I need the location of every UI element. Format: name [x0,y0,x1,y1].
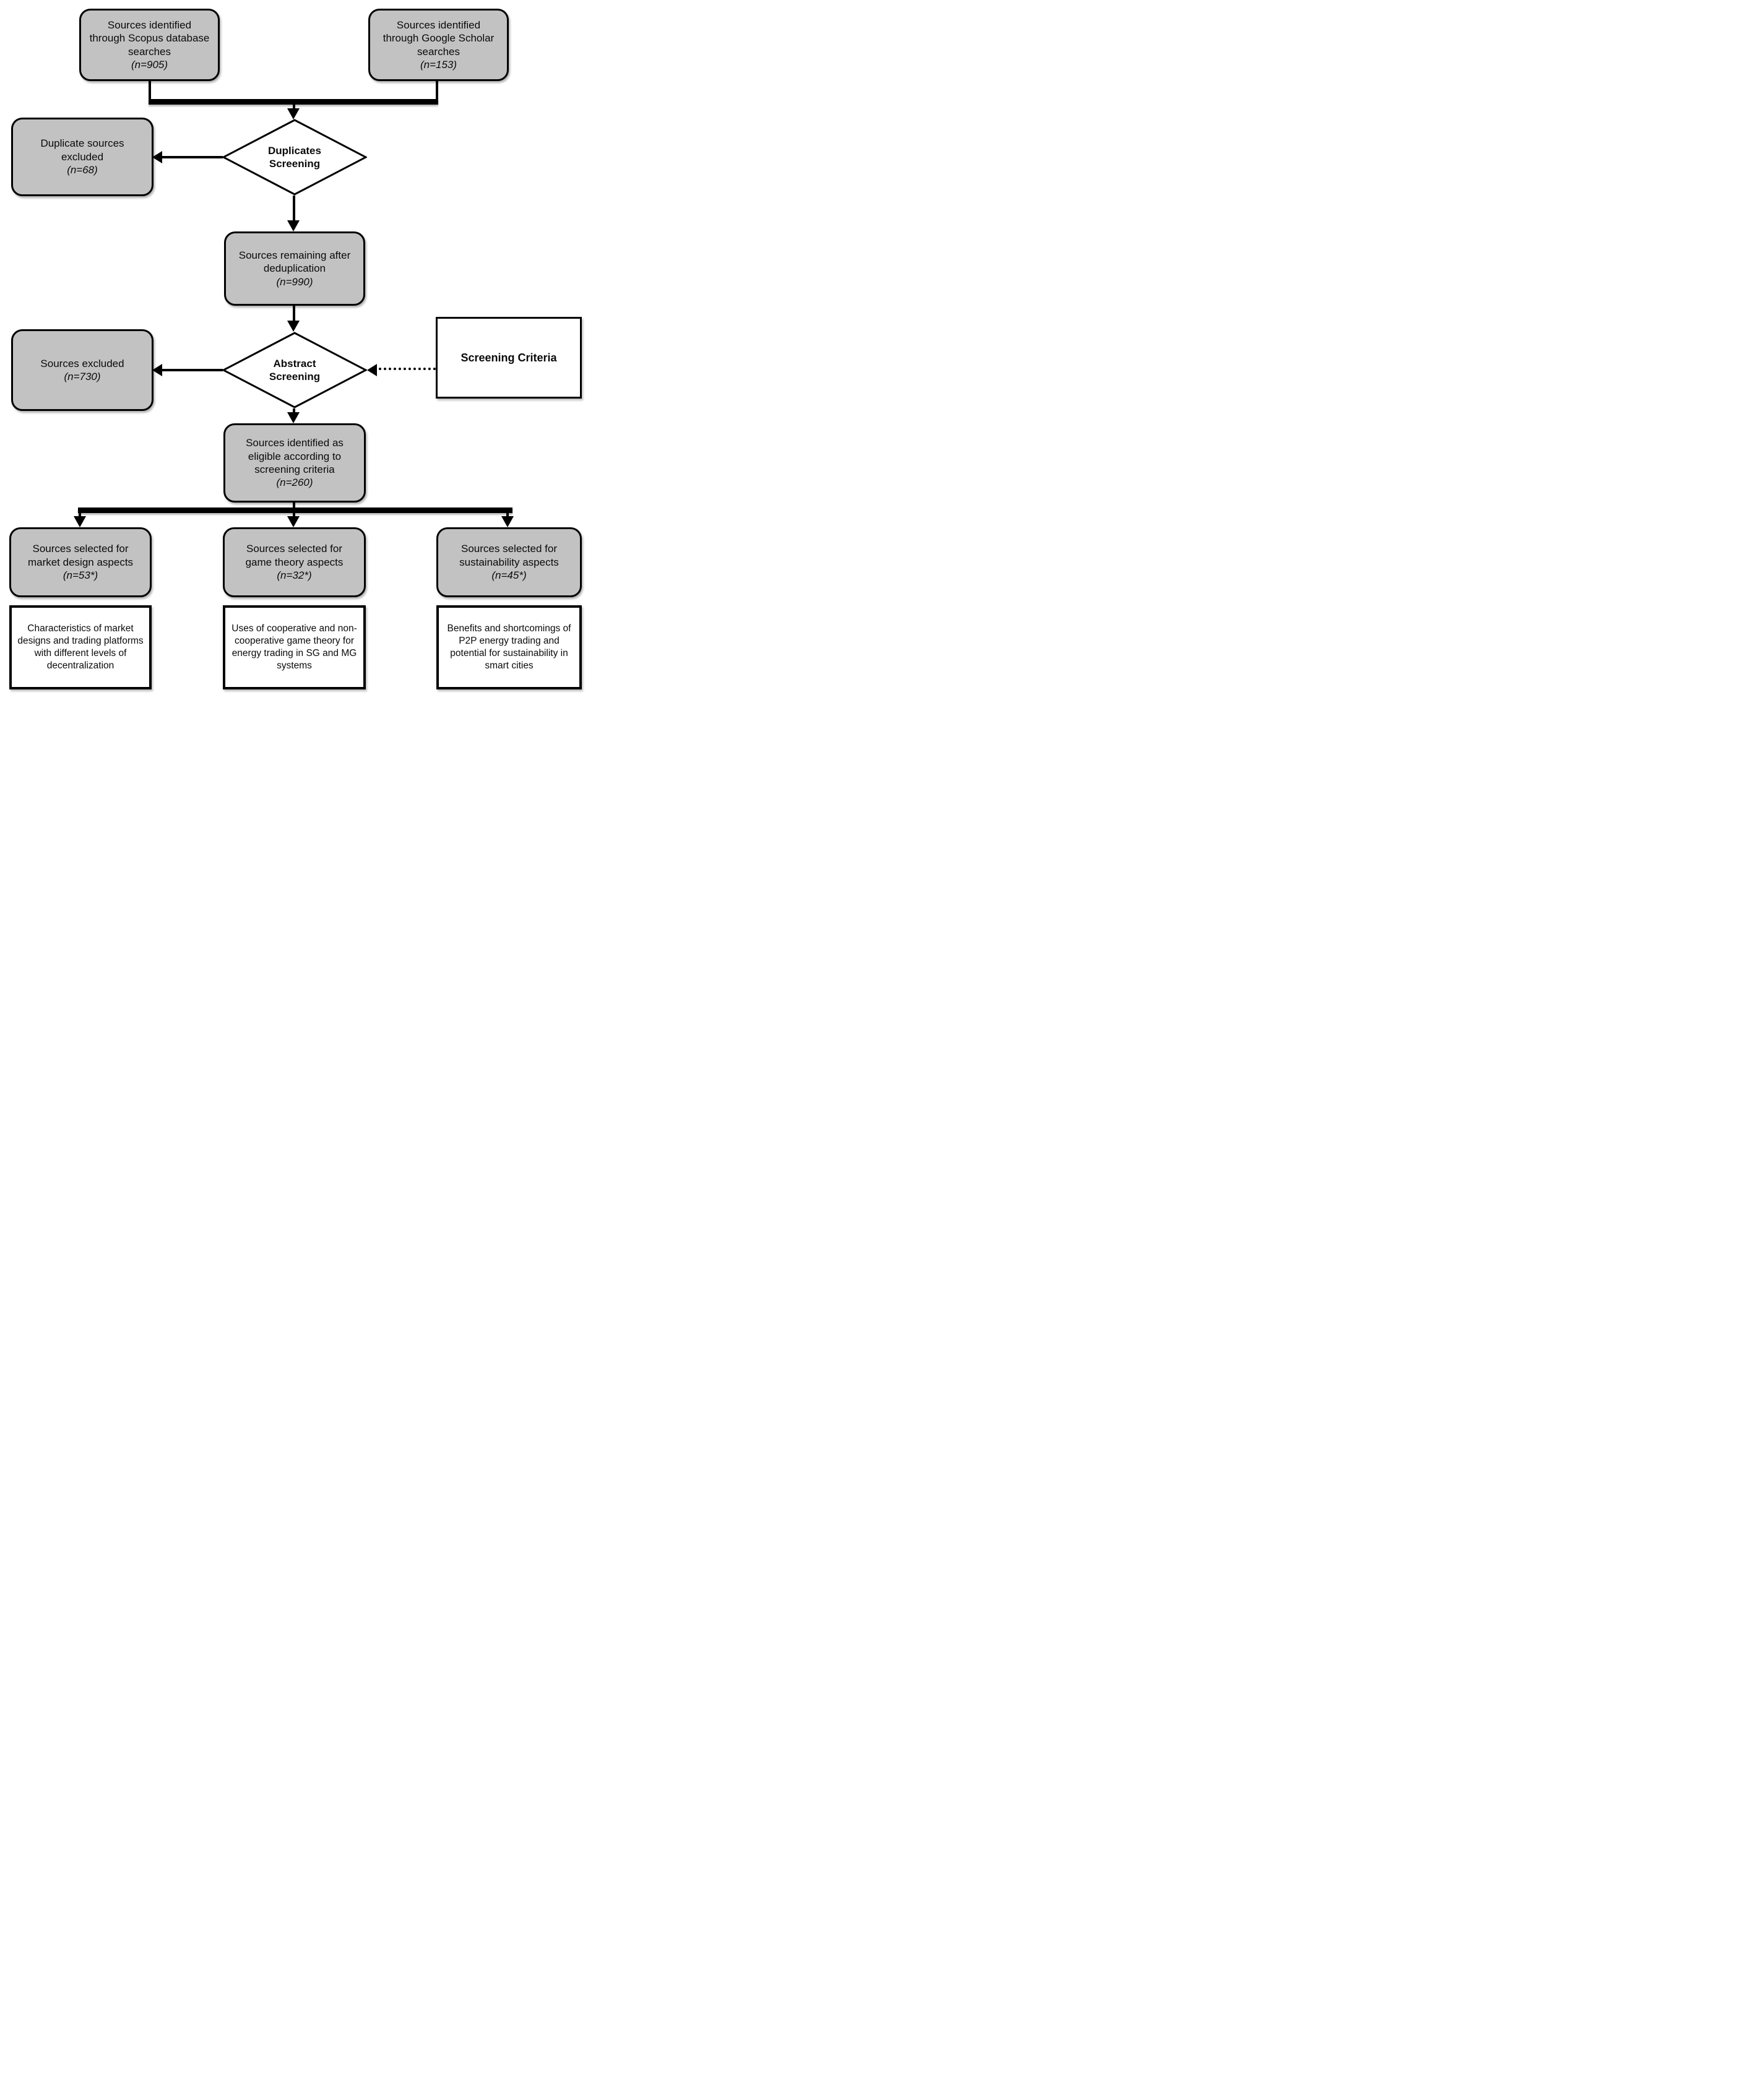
arrow-down-to-duplicates-screening [287,108,300,119]
arrow-down-to-eligible [287,412,300,423]
node-market-design-desc-label: Characteristics of market designs and trading platforms with different levels of decentralization [17,623,144,671]
node-abstract-screening-label: Abstract Screening [269,357,321,382]
node-google-scholar-count: (n=153) [420,58,457,71]
node-google-scholar-label: Sources identified through Google Scholar searches [383,19,495,58]
node-game-theory-label: Sources selected for game theory aspects [245,543,344,568]
node-duplicate-excluded-count: (n=68) [67,164,98,176]
arrow-down-to-remaining [287,220,300,231]
node-game-theory [223,527,366,597]
arrow-left-to-duplicate-excluded [152,151,162,163]
node-sustainability-label: Sources selected for sustainability aspects [459,543,559,568]
node-market-design [9,527,152,597]
node-duplicate-excluded [11,118,153,196]
node-game-theory-desc-label: Uses of cooperative and non-cooperative game theory for energy trading in SG and MG systems [231,623,357,671]
flowchart-canvas [0,0,588,694]
edge-scopus-merge-line [149,80,151,100]
node-scopus-label: Sources identified through Scopus database searches [89,19,210,58]
node-duplicate-excluded-label: Duplicate sources excluded [40,137,124,163]
node-market-design-count: (n=53*) [63,569,98,582]
edge-duplicates-to-remaining-line [293,196,295,222]
arrow-left-to-sources-excluded [152,364,162,376]
node-remaining [224,231,365,306]
arrow-down-to-sustainability [501,516,514,527]
node-sustainability [436,527,582,597]
node-eligible-count: (n=260) [276,477,313,489]
node-sustainability-desc [436,605,582,689]
edge-google-merge-line [436,80,438,100]
merge-bar [149,99,438,105]
node-scopus-count: (n=905) [131,58,168,71]
edge-duplicates-to-excluded-line [161,156,223,158]
edge-abstract-to-excluded-line [161,369,223,371]
split-bar [78,507,512,513]
edge-criteria-to-abstract-dotted-line [379,368,436,370]
arrow-down-to-game-theory [287,516,300,527]
arrow-down-to-market-design [74,516,86,527]
node-sustainability-count: (n=45*) [491,569,527,582]
edge-remaining-to-abstract-line [293,306,295,322]
node-scopus [79,9,220,81]
node-google-scholar [368,9,509,81]
node-duplicates-screening-label: Duplicates Screening [268,144,321,170]
node-sustainability-desc-label: Benefits and shortcomings of P2P energy trading and potential for sustainability in smart cities [447,623,571,671]
node-remaining-count: (n=990) [276,275,313,288]
node-sources-excluded-count: (n=730) [64,371,101,382]
node-market-design-desc [9,605,152,689]
node-eligible [223,423,366,503]
node-duplicates-screening [222,119,367,196]
arrow-left-criteria-into-abstract [367,364,377,376]
node-game-theory-desc [223,605,366,689]
node-eligible-label: Sources identified as eligible according to screening criteria [246,437,344,475]
arrow-down-to-abstract-screening [287,321,300,332]
node-sources-excluded-label: Sources excluded [40,357,124,369]
node-remaining-label: Sources remaining after deduplication [238,249,351,275]
node-screening-criteria-label: Screening Criteria [460,351,557,364]
node-screening-criteria [436,317,582,399]
node-sources-excluded [11,329,153,411]
node-abstract-screening [222,332,367,408]
node-game-theory-count: (n=32*) [277,569,312,582]
node-market-design-label: Sources selected for market design aspects [27,543,134,568]
